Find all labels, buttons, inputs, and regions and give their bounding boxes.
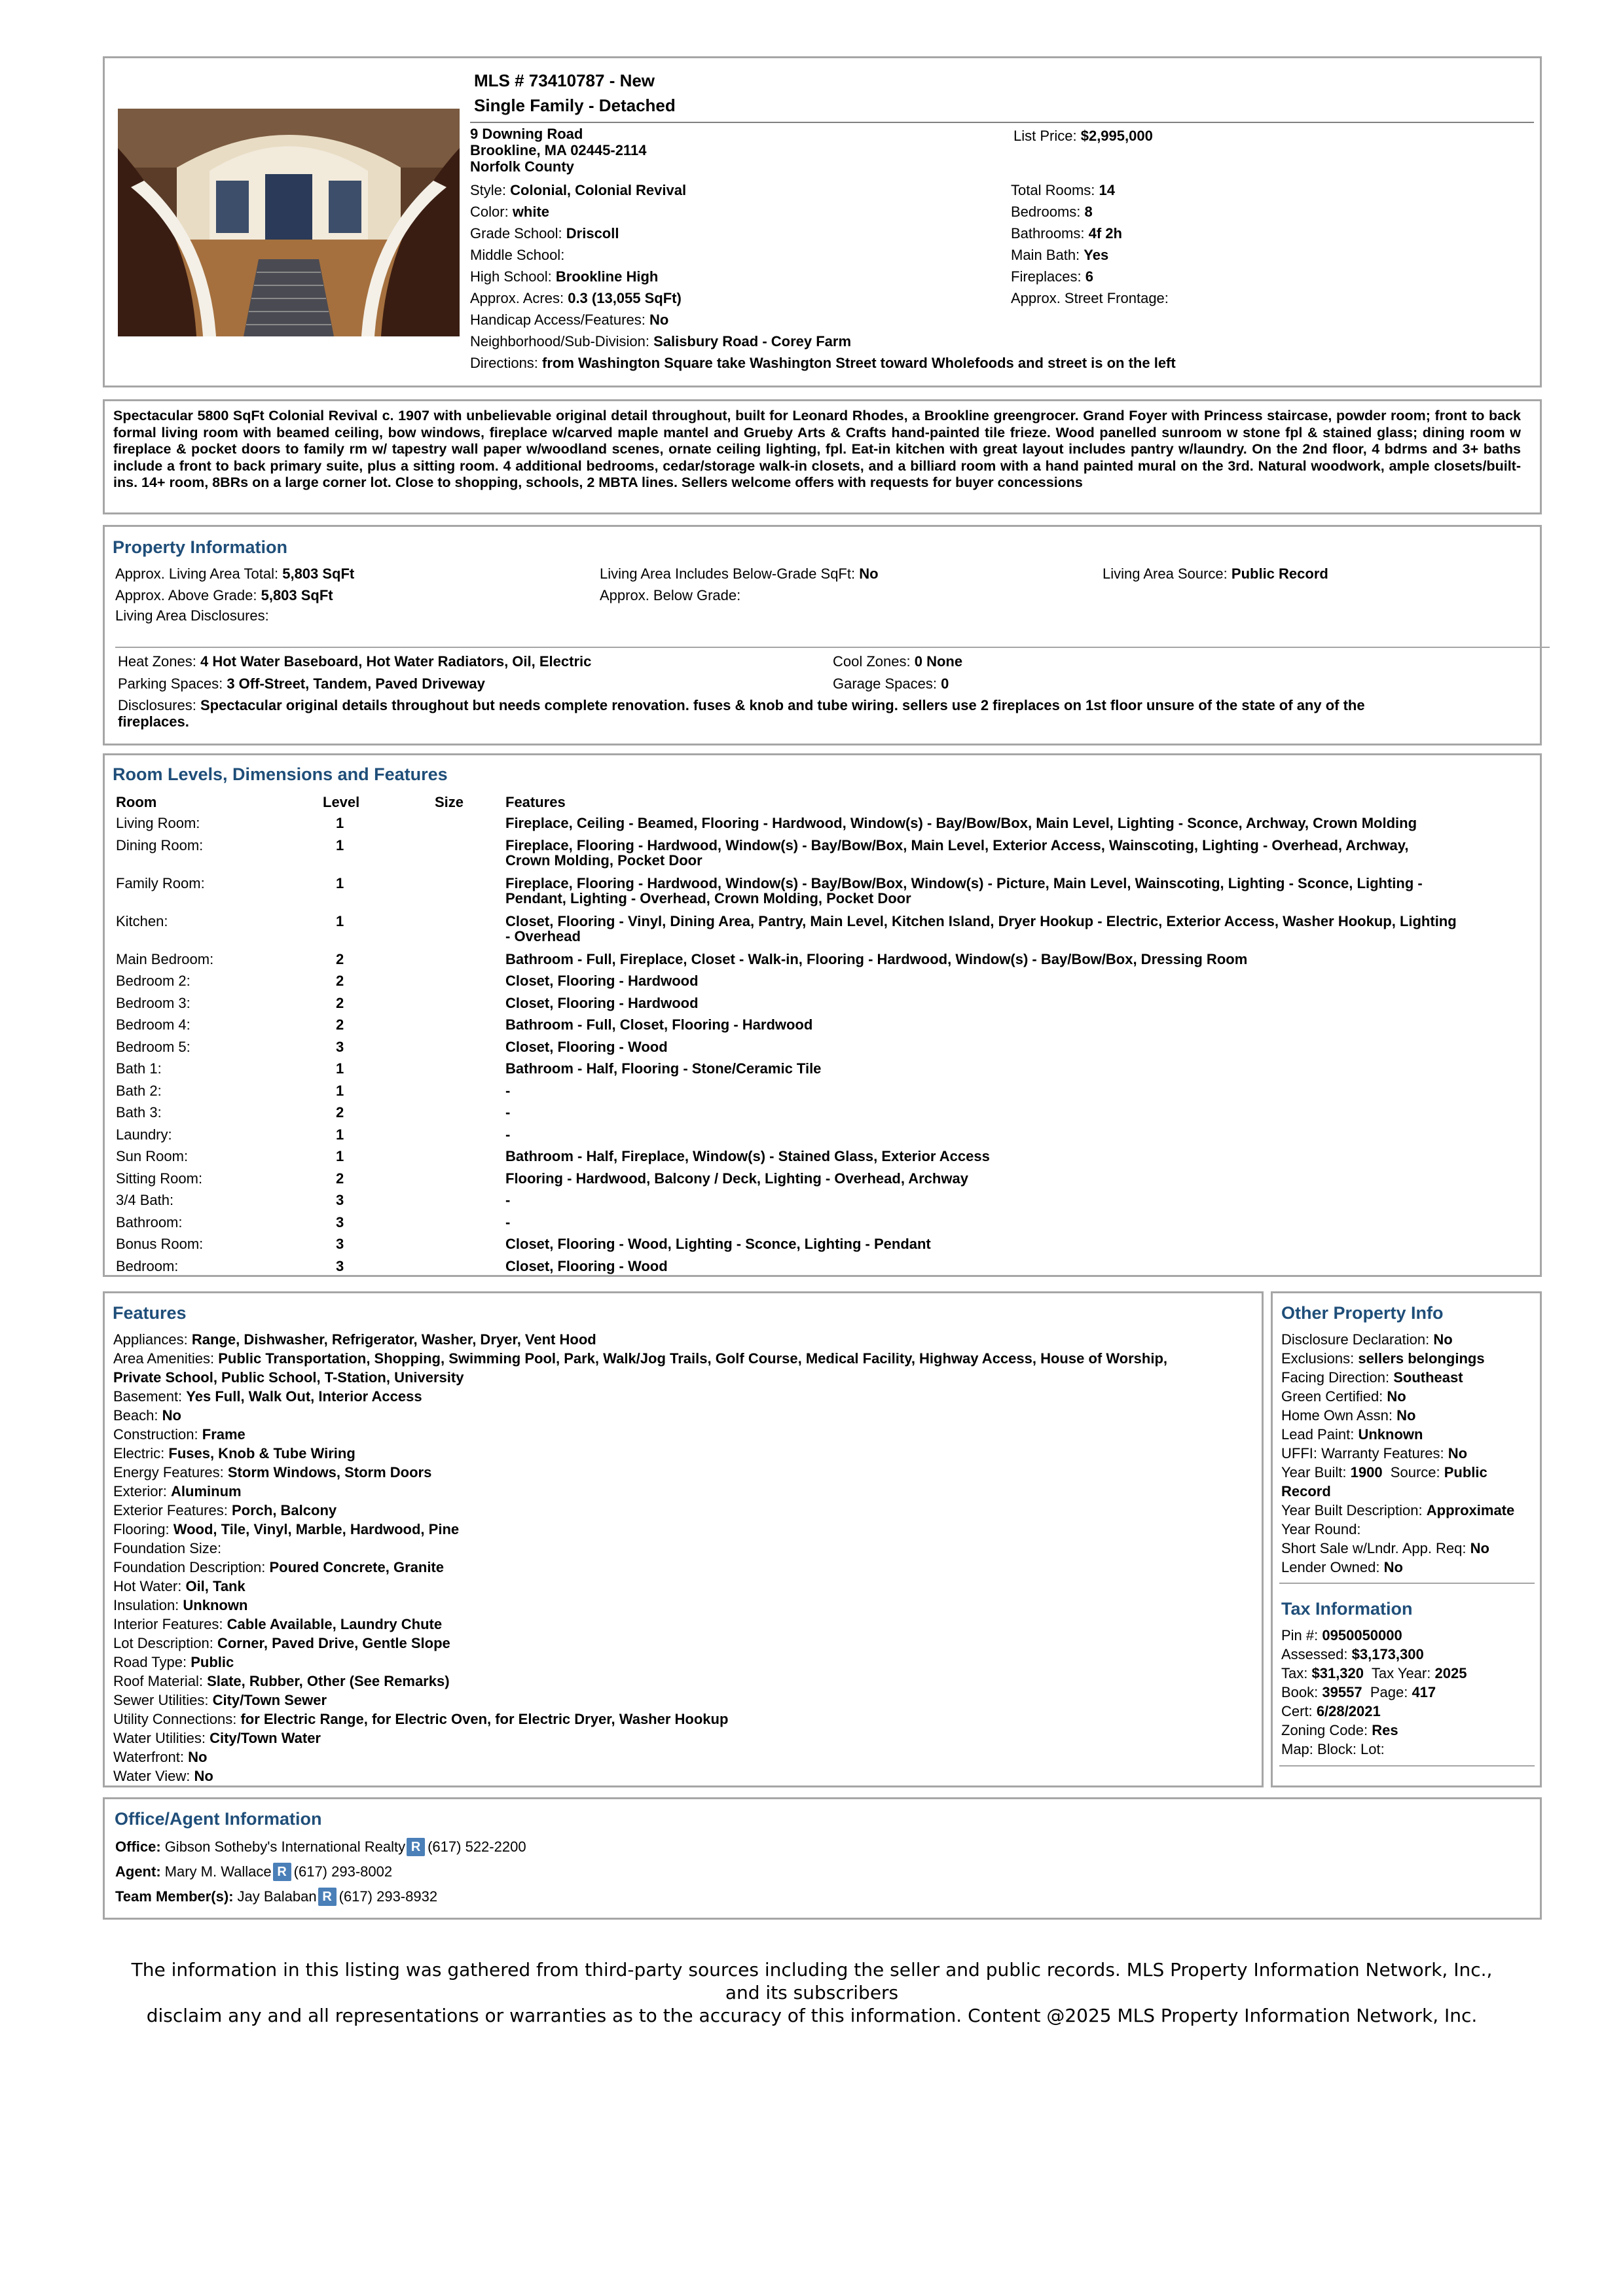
room-features: Closet, Flooring - Hardwood: [505, 994, 699, 1011]
living-area-source: Living Area Source: Public Record: [1103, 565, 1328, 582]
public-remarks: Spectacular 5800 SqFt Colonial Revival c. 1907 with unbelievable original detail throughout, built for Leonard Rhodes, a Brookline greengrocer. Grand Foyer with Princess staircase, powder room; front to back formal living room with beamed ceiling, bow windows, fireplace w/carved maple mantel and Grueby Arts & Crafts hand-painted tile frieze. Wood panelled sunroom w stone fpl & stained glass; dining room w fireplace & pocket doors to family rm w/ tapestry wall paper w/woodland scenes, ornate ceiling lighting, fpl. Eat-in kitchen with great layout includes pantry w/laundry. On the 2nd floor, 4 bdrms and 3+ baths include a front to back primary suite, plus a sitting room. 4 additional bedrooms, cedar/storage walk-in closets, and a billiard room with a hand painted mural on the 3rd. Natural woodwork, ample closets/built-ins. 14+ room, 8BRs on a large corner lot. Close to shopping, schools, 2 MBTA lines. Sellers welcome offers with requests for buyer concessions: [113, 408, 1521, 490]
room-features: Flooring - Hardwood, Balcony / Deck, Lighting - Overhead, Archway: [505, 1170, 968, 1187]
room-row: [116, 951, 1556, 973]
feature-item: Hot Water: Oil, Tank: [113, 1578, 246, 1594]
room-level: 1: [336, 874, 344, 891]
agent-line: Agent: Mary M. Wallace R (617) 293-8002: [115, 1859, 526, 1884]
summary-neighborhood: Neighborhood/Sub-Division: Salisbury Road - Corey Farm: [470, 333, 852, 350]
disclaimer-line-1: The information in this listing was gathered from third-party sources including the seller and public records. MLS Property Information Network, Inc., and its subscribers: [131, 1959, 1493, 2003]
room-features: Fireplace, Flooring - Hardwood, Window(s) - Bay/Bow/Box, Main Level, Exterior Access, Wainscoting, Lighting - Overhead, Archway,: [505, 836, 1409, 853]
feature-item: Appliances: Range, Dishwasher, Refrigerator, Washer, Dryer, Vent Hood: [113, 1331, 596, 1348]
feature-item: Energy Features: Storm Windows, Storm Doors: [113, 1464, 432, 1480]
summary-middle-school: Middle School:: [470, 247, 565, 263]
property-type: Single Family - Detached: [474, 96, 676, 115]
agent-phone[interactable]: (617) 293-8002: [293, 1863, 393, 1880]
room-level: 3: [336, 1213, 344, 1230]
room-features: Fireplace, Flooring - Hardwood, Window(s) - Bay/Bow/Box, Window(s) - Picture, Main Level, Wainscoting, Lighting - Sconce, Lighting -: [505, 874, 1423, 891]
feature-item: Electric: Fuses, Knob & Tube Wiring: [113, 1445, 356, 1462]
other-info-item: Lead Paint: Unknown: [1281, 1426, 1423, 1443]
room-features: Bathroom - Full, Fireplace, Closet - Walk-in, Flooring - Hardwood, Window(s) - Bay/Bow/Box, Dressing Room: [505, 950, 1248, 967]
room-level: 2: [336, 1104, 344, 1121]
room-row: [116, 1126, 1556, 1149]
room-name: Bonus Room:: [116, 1236, 204, 1252]
features-list: [113, 1330, 1167, 1785]
office-list: [115, 1835, 526, 1909]
team-phone[interactable]: (617) 293-8932: [338, 1888, 438, 1905]
other-info-item: Year Built Description: Approximate: [1281, 1502, 1515, 1518]
room-level: 3: [336, 1038, 344, 1055]
tax-amount: Tax: $31,320 Tax Year: 2025: [1281, 1665, 1467, 1681]
room-row: [116, 995, 1556, 1017]
room-name: Bedroom:: [116, 1257, 179, 1274]
room-row: [116, 1104, 1556, 1126]
room-row: [116, 1258, 1556, 1280]
room-name: Bath 3:: [116, 1104, 162, 1121]
heat-zones: Heat Zones: 4 Hot Water Baseboard, Hot Water Radiators, Oil, Electric: [118, 653, 592, 670]
summary-street-frontage: Approx. Street Frontage:: [1011, 290, 1169, 306]
rooms-title: Room Levels, Dimensions and Features: [113, 764, 448, 784]
room-name: Sun Room:: [116, 1148, 189, 1164]
summary-main-bath: Main Bath: Yes: [1011, 247, 1109, 263]
room-name: Bathroom:: [116, 1213, 183, 1230]
other-info-list: [1281, 1330, 1533, 1577]
room-features-cont: Crown Molding, Pocket Door: [505, 852, 702, 869]
tax-cert: Cert: 6/28/2021: [1281, 1703, 1381, 1719]
parking-spaces: Parking Spaces: 3 Off-Street, Tandem, Paved Driveway: [118, 675, 485, 692]
feature-item: Area Amenities: Public Transportation, Shopping, Swimming Pool, Park, Walk/Jog Trails, Golf Course, Medical Facility, Highway Access, House of Worship,: [113, 1350, 1168, 1367]
summary-grade-school: Grade School: Driscoll: [470, 225, 619, 242]
rooms-header-room: Room: [116, 794, 157, 810]
mls-contact-icon[interactable]: R: [273, 1863, 291, 1881]
feature-item: Foundation Size:: [113, 1540, 222, 1556]
room-features: Closet, Flooring - Hardwood: [505, 973, 699, 989]
room-row: [116, 913, 1556, 951]
summary-total-rooms: Total Rooms: 14: [1011, 182, 1115, 198]
feature-item: Roof Material: Slate, Rubber, Other (See Remarks): [113, 1673, 450, 1689]
room-row: [116, 1148, 1556, 1170]
feature-item: Foundation Description: Poured Concrete, Granite: [113, 1559, 444, 1575]
room-level: 2: [336, 950, 344, 967]
tax-info-title: Tax Information: [1281, 1599, 1413, 1619]
above-grade: Approx. Above Grade: 5,803 SqFt: [115, 587, 333, 603]
feature-item: Sewer Utilities: City/Town Sewer: [113, 1692, 327, 1708]
room-name: Bedroom 2:: [116, 973, 191, 989]
other-info-item: Home Own Assn: No: [1281, 1407, 1416, 1424]
room-features: Closet, Flooring - Wood: [505, 1038, 668, 1055]
garage-spaces: Garage Spaces: 0: [833, 675, 949, 692]
team-name[interactable]: Jay Balaban: [237, 1888, 317, 1905]
list-price: [1013, 127, 1153, 145]
address-line-2: Brookline, MA 02445-2114: [470, 142, 647, 158]
feature-item: Exterior: Aluminum: [113, 1483, 242, 1499]
room-name: Bedroom 4:: [116, 1016, 191, 1033]
other-info-item: Short Sale w/Lndr. App. Req: No: [1281, 1540, 1489, 1556]
room-level: 3: [336, 1257, 344, 1274]
listing-photo[interactable]: [118, 109, 460, 336]
living-area-total: Approx. Living Area Total: 5,803 SqFt: [115, 565, 355, 582]
disclaimer-line-2: disclaim any and all representations or warranties as to the accuracy of this information. Content @2025 MLS Property Information Network, Inc.: [146, 2005, 1478, 2026]
mls-contact-icon[interactable]: R: [407, 1838, 425, 1856]
feature-item: Water View: No: [113, 1768, 213, 1784]
room-level: 3: [336, 1236, 344, 1252]
room-features: Bathroom - Half, Flooring - Stone/Ceramic Tile: [505, 1060, 822, 1077]
room-name: Sitting Room:: [116, 1170, 203, 1187]
agent-name[interactable]: Mary M. Wallace: [164, 1863, 272, 1880]
room-row: [116, 1236, 1556, 1258]
room-row: [116, 1060, 1556, 1083]
other-info-divider: [1279, 1583, 1535, 1584]
other-info-item: Exclusions: sellers belongings: [1281, 1350, 1485, 1367]
office-line: Office: Gibson Sotheby's International Realty R (617) 522-2200: [115, 1835, 526, 1859]
summary-style: Style: Colonial, Colonial Revival: [470, 182, 687, 198]
feature-item: Water Utilities: City/Town Water: [113, 1730, 321, 1746]
room-row: [116, 815, 1556, 837]
below-grade: Approx. Below Grade:: [600, 587, 741, 603]
room-name: Bath 1:: [116, 1060, 162, 1077]
room-name: Main Bedroom:: [116, 950, 214, 967]
summary-bathrooms: Bathrooms: 4f 2h: [1011, 225, 1122, 242]
property-info-divider: [115, 647, 1550, 648]
summary-handicap: Handicap Access/Features: No: [470, 312, 669, 328]
tax-assessed: Assessed: $3,173,300: [1281, 1646, 1424, 1662]
room-row: [116, 837, 1556, 875]
feature-item: Waterfront: No: [113, 1749, 208, 1765]
room-row: [116, 973, 1556, 995]
room-level: 1: [336, 1082, 344, 1099]
feature-item: Private School, Public School, T-Station, University: [113, 1369, 464, 1386]
other-info-item: UFFI: Warranty Features: No: [1281, 1445, 1468, 1462]
summary-bedrooms: Bedrooms: 8: [1011, 204, 1093, 220]
summary-high-school: High School: Brookline High: [470, 268, 659, 285]
tax-pin: Pin #: 0950050000: [1281, 1627, 1402, 1643]
room-features: -: [505, 1104, 511, 1121]
room-level: 1: [336, 1060, 344, 1077]
summary-directions: Directions: from Washington Square take Washington Street toward Wholefoods and street is on the left: [470, 355, 1176, 371]
room-level: 1: [336, 815, 344, 831]
room-features-cont: - Overhead: [505, 927, 581, 944]
other-info-item: Green Certified: No: [1281, 1388, 1406, 1405]
year-built-source-cont: Record: [1281, 1483, 1331, 1499]
room-row: [116, 1192, 1556, 1214]
disclaimer-footer: [118, 1958, 1506, 2027]
tax-zoning: Zoning Code: Res: [1281, 1722, 1398, 1738]
feature-item: Insulation: Unknown: [113, 1597, 248, 1613]
header-divider: [470, 122, 1534, 123]
tax-info-list: [1281, 1626, 1533, 1759]
feature-item: Utility Connections: for Electric Range, for Electric Oven, for Electric Dryer, Washer Hookup: [113, 1711, 729, 1727]
team-line: Team Member(s): Jay Balaban R (617) 293-8932: [115, 1884, 526, 1909]
room-level: 2: [336, 973, 344, 989]
room-row: [116, 875, 1556, 913]
year-built: Year Built: 1900 Source: Public: [1281, 1464, 1487, 1480]
room-features: -: [505, 1082, 511, 1099]
feature-item: Exterior Features: Porch, Balcony: [113, 1502, 337, 1518]
feature-item: Basement: Yes Full, Walk Out, Interior Access: [113, 1388, 422, 1405]
cool-zones: Cool Zones: 0 None: [833, 653, 963, 670]
feature-item: Interior Features: Cable Available, Laundry Chute: [113, 1616, 443, 1632]
feature-item: Road Type: Public: [113, 1654, 234, 1670]
room-level: 2: [336, 1170, 344, 1187]
rooms-header: [116, 794, 1556, 816]
office-title: Office/Agent Information: [115, 1809, 322, 1829]
staircase-photo-image: [118, 109, 460, 336]
room-row: [116, 1083, 1556, 1105]
room-level: 3: [336, 1192, 344, 1208]
room-name: Kitchen:: [116, 912, 168, 929]
room-row: [116, 1016, 1556, 1039]
room-name: Bath 2:: [116, 1082, 162, 1099]
feature-item: Beach: No: [113, 1407, 181, 1424]
other-info-item: Year Round:: [1281, 1521, 1361, 1537]
property-info-title: Property Information: [113, 537, 288, 557]
summary-right: [1011, 179, 1169, 309]
other-info-title: Other Property Info: [1281, 1303, 1444, 1323]
disclosures-continued: fireplaces.: [118, 713, 189, 730]
summary-acres: Approx. Acres: 0.3 (13,055 SqFt): [470, 290, 682, 306]
feature-item: Flooring: Wood, Tile, Vinyl, Marble, Hardwood, Pine: [113, 1521, 460, 1537]
county: Norfolk County: [470, 158, 574, 175]
room-name: Bedroom 3:: [116, 994, 191, 1011]
room-features: Closet, Flooring - Vinyl, Dining Area, Pantry, Main Level, Kitchen Island, Dryer Hookup - Electric, Exterior Access, Washer Hookup, Lighting: [505, 912, 1457, 929]
room-features: -: [505, 1213, 511, 1230]
room-row: [116, 1214, 1556, 1236]
room-name: Family Room:: [116, 874, 205, 891]
room-level: 2: [336, 994, 344, 1011]
tax-info-divider: [1279, 1765, 1535, 1767]
room-name: 3/4 Bath:: [116, 1192, 174, 1208]
room-row: [116, 1170, 1556, 1193]
office-phone[interactable]: (617) 522-2200: [428, 1839, 526, 1855]
room-row: [116, 1039, 1556, 1061]
living-area-disclosures: Living Area Disclosures:: [115, 607, 269, 624]
room-features-cont: Pendant, Lighting - Overhead, Crown Molding, Pocket Door: [505, 889, 911, 906]
room-level: 1: [336, 836, 344, 853]
mls-contact-icon[interactable]: R: [318, 1888, 337, 1906]
feature-item: Lot Description: Corner, Paved Drive, Gentle Slope: [113, 1635, 450, 1651]
room-features: Bathroom - Half, Fireplace, Window(s) - Stained Glass, Exterior Access: [505, 1148, 990, 1164]
room-level: 1: [336, 912, 344, 929]
rooms-header-size: Size: [435, 794, 464, 810]
summary-fireplaces: Fireplaces: 6: [1011, 268, 1093, 285]
room-name: Laundry:: [116, 1126, 172, 1143]
address-line-1: 9 Downing Road: [470, 126, 583, 142]
other-info-item: Facing Direction: Southeast: [1281, 1369, 1463, 1386]
office-name[interactable]: Gibson Sotheby's International Realty: [164, 1839, 406, 1855]
tax-book-page: Book: 39557 Page: 417: [1281, 1684, 1436, 1700]
summary-color: Color: white: [470, 204, 550, 220]
below-grade-included: Living Area Includes Below-Grade SqFt: No: [600, 565, 879, 582]
list-price-value: $2,995,000: [1080, 128, 1153, 144]
room-features: Fireplace, Ceiling - Beamed, Flooring - Hardwood, Window(s) - Bay/Bow/Box, Main Level, Lighting - Sconce, Archway, Crown Molding: [505, 815, 1417, 831]
feature-item: Construction: Frame: [113, 1426, 246, 1443]
other-info-item: Lender Owned: No: [1281, 1559, 1403, 1575]
room-name: Bedroom 5:: [116, 1038, 191, 1055]
tax-map: Map: Block: Lot:: [1281, 1741, 1385, 1757]
room-features: Closet, Flooring - Wood, Lighting - Sconce, Lighting - Pendant: [505, 1236, 931, 1252]
features-title: Features: [113, 1303, 187, 1323]
room-features: -: [505, 1192, 511, 1208]
disclosures: Disclosures: Spectacular original details throughout but needs complete renovation. fuses & knob and tube wiring. sellers use 2 fireplaces on 1st floor unsure of the state of any of the: [118, 697, 1365, 713]
other-info-item: Disclosure Declaration: No: [1281, 1331, 1453, 1348]
room-level: 1: [336, 1148, 344, 1164]
room-level: 1: [336, 1126, 344, 1143]
room-level: 2: [336, 1016, 344, 1033]
room-features: Bathroom - Full, Closet, Flooring - Hardwood: [505, 1016, 813, 1033]
room-features: -: [505, 1126, 511, 1143]
room-name: Living Room:: [116, 815, 200, 831]
rooms-header-level: Level: [323, 794, 360, 810]
mls-number: MLS # 73410787 - New: [474, 71, 655, 90]
room-features: Closet, Flooring - Wood: [505, 1257, 668, 1274]
room-name: Dining Room:: [116, 836, 204, 853]
list-price-label: List Price:: [1013, 128, 1077, 144]
rooms-header-features: Features: [505, 794, 566, 810]
